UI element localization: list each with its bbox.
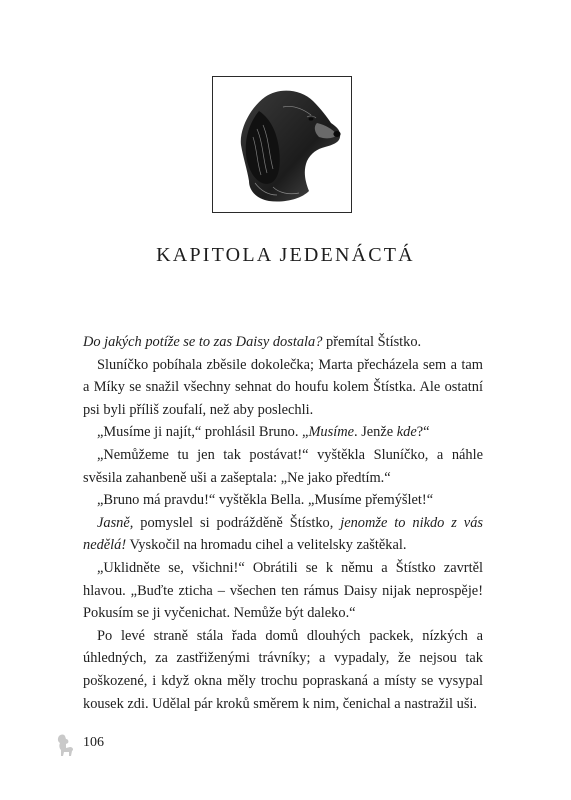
body-text — [83, 331, 483, 715]
paragraph — [83, 354, 483, 422]
text-run: . Jenže — [354, 424, 397, 441]
text-run: Vyskočil na hromadu cihel a velitelsky zaštěkal. — [126, 537, 407, 554]
paragraph — [83, 625, 483, 715]
italic-run: Musíme — [308, 424, 354, 441]
paragraph — [83, 512, 483, 557]
italic-run: Jasně, — [97, 514, 134, 531]
text-run: pomyslel si podrážděně Štístko, — [133, 514, 341, 531]
page-number: 106 — [83, 735, 104, 750]
text-run: „Uklidněte se, všichni!“ Obrátili se k němu a Štístko zavrtěl hlavou. „Buďte zticha – všechen ten rámus Daisy nijak neprospěje! Pokusím se ji vyčenichat. Nemůže být daleko.“ — [83, 559, 483, 622]
paragraph — [83, 444, 483, 489]
paragraph — [83, 489, 483, 512]
footer-dog-icon — [54, 733, 76, 761]
text-run: „Nemůžeme tu jen tak postávat!“ vyštěkla Sluníčko, a náhle svěsila zahanbeně uši a zašeptala: „Ne jako předtím.“ — [83, 446, 483, 486]
text-run: Po levé straně stála řada domů dlouhých packek, nízkých a úhledných, za zastřiženými trávníky; a vypadaly, že nejsou tak poškozené, i když okna měly trochu popraskaná a místy se vysypal kousek zdi. Udělal pár kroků směrem k nim, čenichal a nastražil uši. — [83, 627, 483, 712]
text-run: „Musíme ji najít,“ prohlásil Bruno. „ — [97, 424, 309, 441]
text-run: Sluníčko pobíhala zběsile dokolečka; Marta přecházela sem a tam a Míky se snažil všechny sehnat do houfu kolem Štístka. Ale ostatní psi byli příliš zoufalí, než aby poslechli. — [83, 356, 483, 418]
text-run: ?“ — [416, 424, 430, 441]
italic-run: jenomže to nikdo z vás nedělá! — [83, 514, 483, 554]
italic-run: kde — [396, 424, 417, 441]
paragraph — [83, 331, 483, 354]
text-run: přemítal Štístko. — [322, 334, 422, 350]
dog-portrait-illustration — [213, 77, 350, 211]
paragraph — [83, 421, 483, 444]
paragraph — [83, 557, 483, 625]
text-run: „Bruno má pravdu!“ vyštěkla Bella. „Musíme přemýšlet!“ — [97, 492, 434, 509]
chapter-illustration-frame — [212, 76, 352, 213]
italic-run: Do jakých potíže se to zas Daisy dostala? — [83, 334, 323, 350]
chapter-title: KAPITOLA JEDENÁCTÁ — [156, 244, 415, 266]
